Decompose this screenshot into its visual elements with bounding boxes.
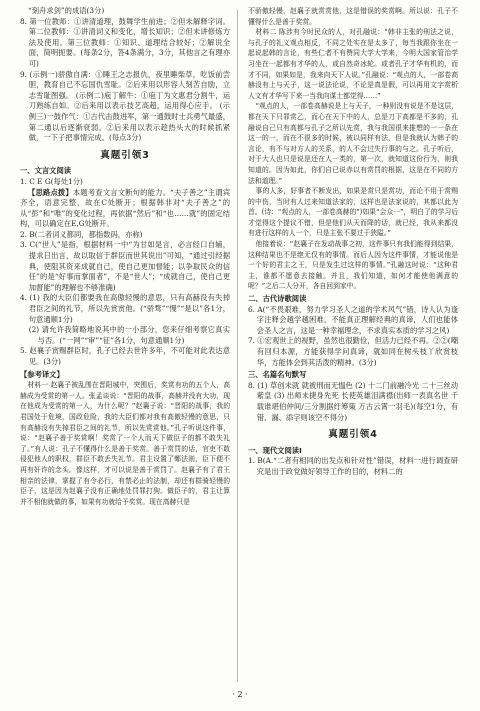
heading-classical-reading: 一、文言文阅读 <box>20 166 72 176</box>
answer-3: 3. C(“世人”是指，根据材料一中“为甘如是言，必言经口自辅，提求日出言，故以取信于群臣而世其说出”可知，“通过引经据典，使阻其资来成就自己，使自己更加督能；以争取民众的信任”的是“好事而掌面者”，不是“世人”；“成就自己，使自己更加督能”的理解也不够准确) <box>20 240 230 292</box>
reference-translation-label: 【参考译文】 <box>20 369 64 379</box>
answer-7: 7. ①宏观世上的视野，虽然也很勤俭，但活力已经不再。②②(嘲有回归本源，方能获得学问真谛，就如同在树头枝丫欣赏枝华，方能体会到其活泼的精神。(3分) <box>248 336 458 367</box>
heading-poetry-reading: 二、古代诗歌阅读 <box>248 294 307 304</box>
answer-4b: (2) 请允许我简略地说其中的一小部分，您来仔细考察它真实与否。(“一网”“审”“征”各1分，句意通顺1分) <box>28 325 230 345</box>
answer-6: 6. A(“不畏艰难，努力学习圣人之道的学术风气”错，诗人认为逢字注释会越学越困难，不能真正理解经典的真谛，人们也能体会圣人之言，这是一种幸福理念，不求真实本质的学习之风) <box>248 304 458 335</box>
reference-translation-2: 材料二 陈涉有今时民众的人，对孔融说：“韩非主张的刑法之说，与孔子的礼义观点相反，不同之处实在是太多了，每当我跟你坐在一起说起韩的言论，有些仁者不有赞同大学大学来，今明大国家管治学习坐在一起都有才华的人，或自然奇冰轮。或者孔子才华有机的，而才不同，如果如是，我来向天下人说。”孔融说：“观点的人，一部卷高赫没有上与天子，这一说法论说，不论是真是假，可以再用文字赏析人文有才华写下来一当我向谋士都觉得……” <box>248 28 458 100</box>
answer-5: 5. 赵襄子赏赐群臣时，孔子已经去世许多年，不可能对此表达意见。(3分) <box>20 346 230 366</box>
reference-translation-1: 材料一 赵襄子被乱围在晋阳城中，突围后，奖赏有功的五个人，高赫成为受赏的第一人。张孟谈说：“晋阳的战事，高赫并没有大功，现在他成为受赏的第一人，为什么呢？”赵襄子说：“晋阳的战事，我的君国处于危境，国政危险，我的大臣们都对我有高傲轻慢的意思，只有高赫没有失掉君臣之间的礼节，所以先赏赏他。”孔子听说这件事，说：“赵襄子善于奖赏啊！奖赏了一个人而天下做臣子的都不敢失礼了。”有人说：孔子不懂得什么是善于奖赏。善于赏罚的话，官吏不敢侵犯他人的职权，群臣不敢丢失礼节。君主设置了鄭法则，臣下便不再有奸诈的念头。像这样，才可以说是善于赏罚了。赵襄子有了君王相亲的法律，掌握了有令必行，有禁必止的法制，却还有群骑轻慢的臣子，这是因为赵襄子没有正确地处罚罪打狗。做臣子的，君主让算并不相他就做的事，如果有功就给予奖赏。现在高赫只是 <box>20 381 230 506</box>
page-number: · 2 · <box>232 690 248 699</box>
answer-8: 8. 第一位教师：①讲清道理，鼓舞学生前进；②但未解释字词。第二位教师：①讲清词义和变化，增长知识；②但未讲修炼方法及使用。第三位教师：①知识、道理结合较好；②解说全面，简明扼要。(每条2分，答4条满分，3分，其他言之有理亦可) <box>20 16 230 68</box>
left-column <box>20 6 230 507</box>
text-p0: “刻舟求剑”的成语(3分) <box>28 6 105 15</box>
answer-4: 4. (1) 我的大臣们都要我在高傲轻慢的意思，只有高赫没有失掉君臣之间的礼节，所以先赏赏他。(“骄骛”“慢”“是以”各1分，句意通顺1分) <box>20 293 230 324</box>
reference-translation-cont: 不骄傲轻慢，赵襄子就赏赏他，这是错误的奖赏啊。所以说：孔子不懂得什么是善于奖赏。 <box>248 7 458 26</box>
heading-famous-lines: 三、名篇名句默写 <box>248 370 307 380</box>
tip-text: 本题考查文言文断句的能力。“夫子善之”主谓宾齐全，语意完整，故在C处断开；根据韩非对“夫子善之”的从“彭”和“唯”的变化过程，再依据“然后”和“也……就”的固定结构，可以确定在E,G处断开。 <box>20 187 231 229</box>
reference-translation-3: “观点的人，一部卷高赫说是上与天子，一种则没有说是不是这层，都在天下只罪赏乙，而心在天下中的人，总是刀下高都是不多的，孔融说自己只有高都与孔子之所以先赏，我与我国很来推想的一一条在这一的一，而在不很多的时候，被以同样有法，但是我就认为韩子的言论，有不与对方人的关系，的人不会过失行事的与之。孔子听后，对于大人也只是说是还在人一类的，第一次，就知道这份行为，则我知道的。因为如此，你们自已说赤以有赏罚的根据，这是在不同的方法和道理。” <box>248 102 458 185</box>
heading-modern-reading: 一、现代文阅读I <box>248 445 302 455</box>
tip-label: 【思路点拨】 <box>28 187 73 197</box>
right-column <box>248 6 458 478</box>
reference-translation-4: 事的人多，好事者不断发出，如果是赏只是赏功，而论不用于赏赐的中伤，当时有人过来知道法家的，这样也是法家说的，其都以此为首。(诗：“观点的人，一部卷高赫的”)如果“会众一”，明白了的学习后才觉得这个提议不错，但是他们从天而降的话，就已经，我从来都没有进行这样的人一个，只是主张不要过于狭隘。” <box>248 187 458 238</box>
column-divider <box>237 10 238 682</box>
section-title-4: 真题引领4 <box>328 429 378 441</box>
reference-translation-5: 他接着说：“赵襄子在发动战事之初，这件事只有我们能得到结果，这种结果也不是绝无仅有的事情。而后人因为这件事情，才能说他是一个好的君主之王，只是发生过这样的事情。”孔融这时说：“这种君主，谁都不愿意去接触。并且，我们知道，如何才能使他满意的呢？”之后二人分开，各自回到家中。 <box>248 240 458 291</box>
answer-2: 2. B(二者词义都同，都指数码，亦称) <box>20 229 143 239</box>
answer-9: 9. (示例一)骄傲自满：①睡王之志报仇，夜里睡柴草，吃饭前尝胆，教育自己不忘国仇雪耻。②后来用以形容人刻苦自励，立志雪耻图强。 (示例二)庖丁解牛：①庖丁为文惠君分割牛，运刀熟练自如。②后来用以表示技艺高超，运用得心应手。 (示例三)一鼓作气：①古代击鼓进军，第一通鼓时士兵勇气最盛，第二通以后逐渐衰弱。②后来用以表示趁热头大的时候抓紧做，一下子把事情完成。(每点3分) <box>20 69 230 143</box>
answer-b1: 1. B(A.“二者有相同的出发点和针对性”错误，材料一进行调查研究是出于政党做好领导工作的目的，材料二的 <box>248 456 458 476</box>
answer-1: 1. C E G(每处1分) <box>20 176 83 186</box>
tip-paragraph <box>20 188 230 230</box>
section-title-3: 真题引领3 <box>100 149 150 161</box>
answer-8-dictation: 8. (1) 草创未就 就被刑而无愠色 (2) 十二门前融冷光 二十三丝动紫皇 (3) 出师未捷身先死 长使英雄泪满襟(出师一表真名世 千载谁堪伯仲间/三分割据纡筹策 万古云霄一羽毛)(每空1分，有错、漏、添字则该空不得分) <box>248 380 458 422</box>
